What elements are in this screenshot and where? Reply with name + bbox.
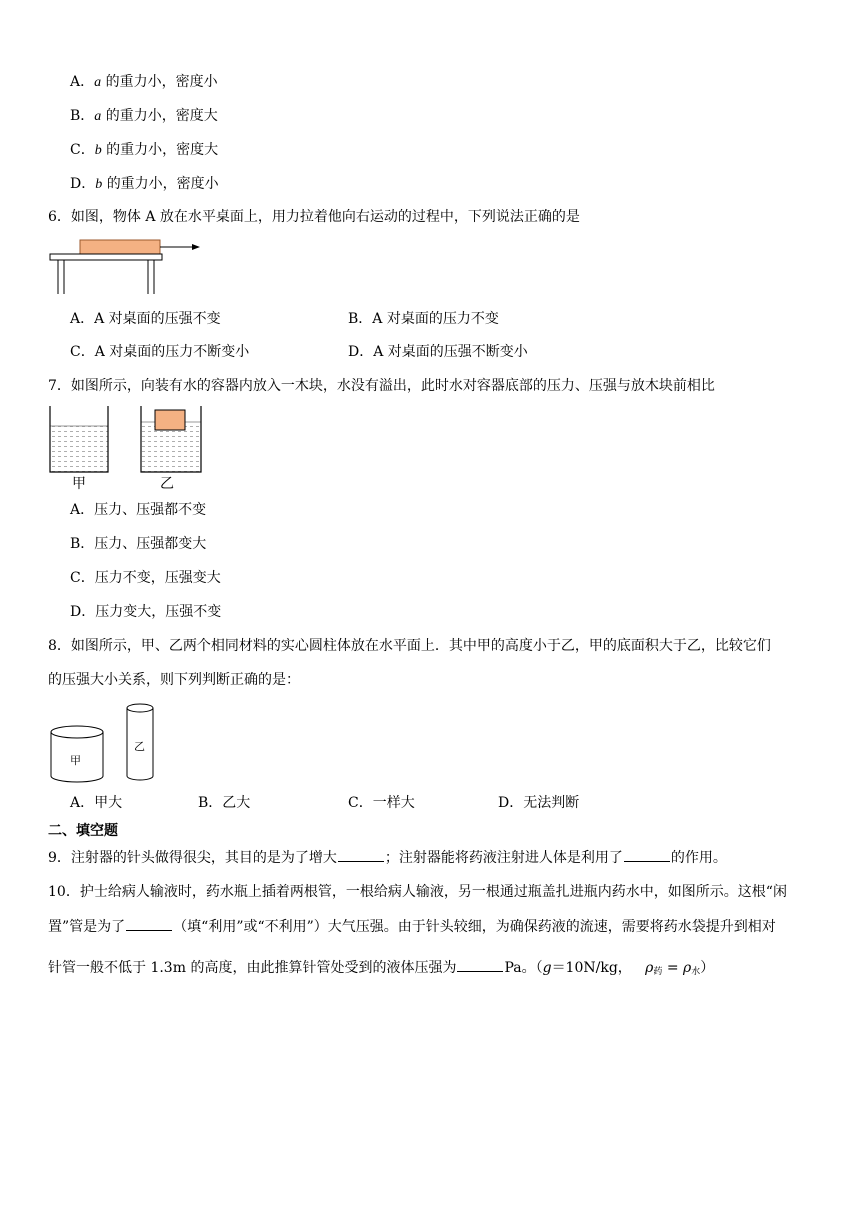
q6-stem: 6．如图，物体 A 放在水平桌面上，用力拉着他向右运动的过程中，下列说法正确的是: [48, 209, 580, 225]
q6-option-c: C．A 对桌面的压力不断变小: [70, 344, 250, 360]
q10-blank-1[interactable]: [126, 917, 172, 931]
q8-label-jia: 甲: [70, 754, 81, 767]
q5-option-d: D．b 的重力小，密度小: [70, 176, 219, 192]
section-heading-fill-in: 二、填空题: [48, 823, 118, 839]
q5-option-b: B．a 的重力小，密度大: [70, 108, 218, 124]
arrow-head: [192, 244, 200, 250]
q5-option-a: A．a 的重力小，密度小: [70, 74, 218, 90]
q10-line3: 针管一般不低于 1.3m 的高度，由此推算针管处受到的液体压强为 Pa。（g＝10N/kg， $\rho_药 = \rho_水$）: [48, 960, 715, 977]
q8-label-yi: 乙: [134, 740, 145, 753]
q8-figure-cylinders: [46, 700, 166, 786]
q8-stem-line2: 的压强大小关系，则下列判断正确的是：: [48, 672, 300, 688]
q6-option-d: D．A 对桌面的压强不断变小: [348, 344, 528, 360]
q7-option-d: D．压力变大，压强不变: [70, 604, 222, 620]
q8-option-c: C．一样大: [348, 795, 415, 811]
block-a: [80, 240, 160, 254]
q7-stem: 7．如图所示，向装有水的容器内放入一木块，水没有溢出，此时水对容器底部的压力、压强与放木块前相比: [48, 378, 715, 394]
q6-option-a: A．A 对桌面的压强不变: [70, 311, 221, 327]
q7-label-jia: 甲: [72, 476, 86, 492]
q10-line1: 10．护士给病人输液时，药水瓶上插着两根管，一根给病人输液，另一根通过瓶盖扎进瓶内药水中，如图所示。这根“闲: [48, 884, 787, 900]
q6-option-b: B．A 对桌面的压力不变: [348, 311, 499, 327]
q8-stem-line1: 8．如图所示，甲、乙两个相同材料的实心圆柱体放在水平面上．其中甲的高度小于乙，甲的底面积大于乙，比较它们: [48, 638, 771, 654]
q8-option-b: B．乙大: [198, 795, 251, 811]
q8-option-a: A．甲大: [70, 795, 123, 811]
q10-line2: 置”管是为了 （填“利用”或“不利用”）大气压强。由于针头较细，为确保药液的流速，需要将药水袋提升到相对: [48, 919, 776, 935]
q7-option-b: B．压力、压强都变大: [70, 536, 207, 552]
q9-blank-1[interactable]: [338, 848, 384, 862]
wood-block: [155, 410, 185, 430]
table-top: [50, 254, 162, 260]
q6-figure-table-block: [48, 236, 208, 296]
q8-option-d: D．无法判断: [498, 795, 580, 811]
q7-label-yi: 乙: [160, 476, 174, 492]
water-jia: [50, 426, 108, 472]
q9-blank-2[interactable]: [624, 848, 670, 862]
q7-option-c: C．压力不变，压强变大: [70, 570, 221, 586]
q10-blank-2[interactable]: [457, 958, 503, 972]
q7-option-a: A．压力、压强都不变: [70, 502, 207, 518]
q5-option-c: C．b 的重力小，密度大: [70, 142, 219, 158]
q9-stem: 9．注射器的针头做得很尖，其目的是为了增大 ；注射器能将药液注射进人体是利用了 的作用。: [48, 850, 727, 866]
